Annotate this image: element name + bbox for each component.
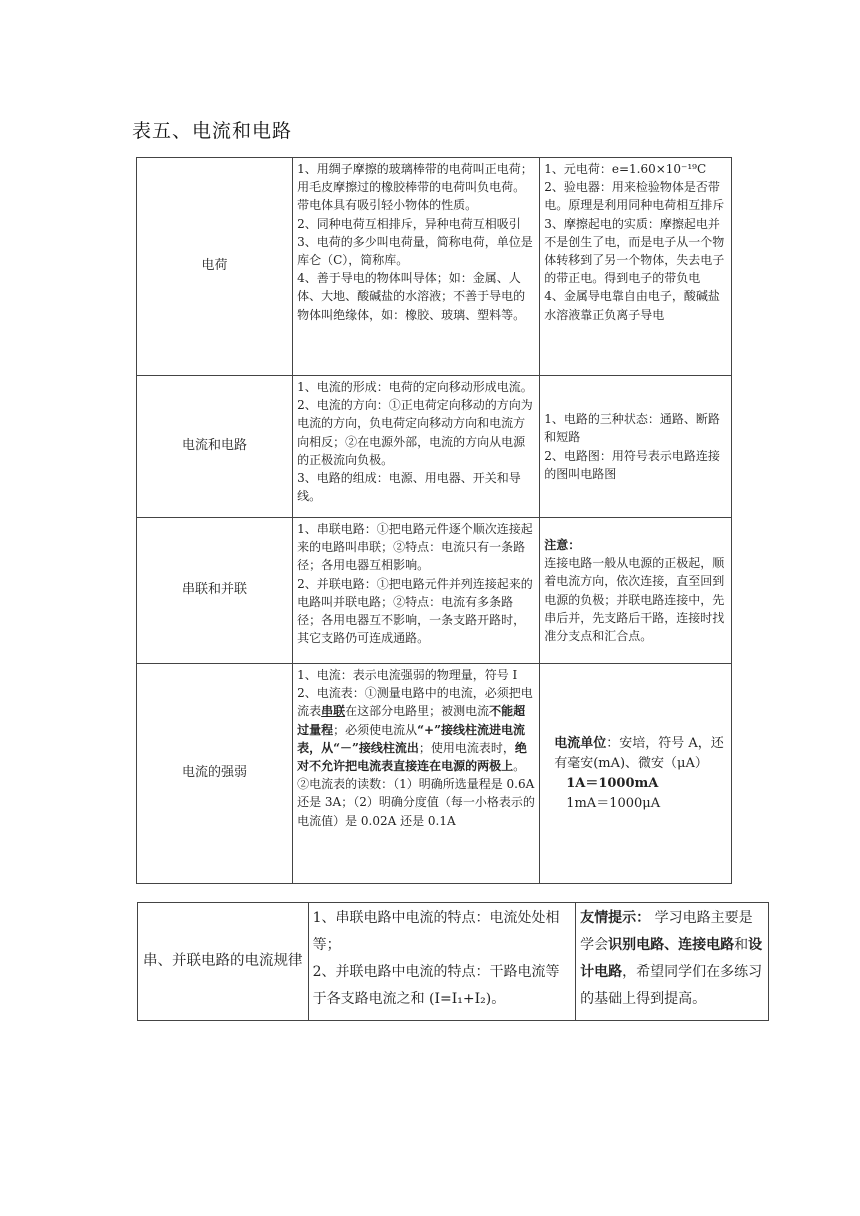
row-label-current-circuit: 电流和电路 [137,376,293,518]
text-line: 1、元电荷：e=1.60×10⁻¹⁹C [544,162,707,176]
cell-charge-notes [540,158,732,376]
row-label-current-rules: 串、并联电路的电流规律 [138,903,309,1021]
table-row [137,518,732,664]
text-line: 1、串联电路中电流的特点：电流处处相等； [312,910,560,953]
text-run: 在这部分电路里；被测电流 [345,704,490,719]
text-run: ；使用电流表时， [418,740,515,755]
emphasis-text: 识别电路、连接电路 [608,937,735,953]
cell-charge-content [293,158,540,376]
cell-friendly-tip [576,903,769,1021]
row-label-current-strength: 电流的强弱 [137,664,293,884]
unit-line [554,734,727,774]
text-run: ；必须使电流从 [333,722,418,737]
cell-current-strength-notes [540,664,732,884]
tip-heading: 友情提示： [580,910,651,926]
cell-current-rules-content [308,903,576,1021]
text-line: 2、并联电路中电流的特点：干路电流等于各支路电流之和 (I=I₁+I₂)。 [312,964,560,1007]
text-line: 1、电流：表示电流强弱的物理量，符号 I [297,668,518,682]
text-line: 2、电路图：用符号表示电路连接的图叫电路图 [544,448,720,481]
text-run: ，希望同学们在多练习的基础上得到提高。 [580,964,763,1007]
text-line: 2、验电器：用来检验物体是否带电。原理是利用同种电荷相互排斥 [544,180,725,213]
cell-current-circuit-content [293,376,540,518]
text-line: 2、同种电荷互相排斥，异种电荷互相吸引 [297,216,521,231]
text-line: 3、摩擦起电的实质：摩擦起电并不是创生了电，而是电子从一个物体转移到了另一个物体，失去电子的带正电。得到电子的带负电 [544,216,725,286]
emphasis-text: 不能超过量程 [297,704,526,737]
text-line: 4、善于导电的物体叫导体；如：金属、人体、大地、酸碱盐的水溶液；不善于导电的物体叫绝缘体，如：橡胶、玻璃、塑料等。 [297,271,526,322]
table-row [137,158,732,376]
table-row [137,376,732,518]
cell-current-strength-content [293,664,540,884]
emphasis-text: 串联 [321,704,346,719]
table-row [137,664,732,884]
text-line: 1、用绸子摩擦的玻璃棒带的电荷叫正电荷；用毛皮摩擦过的橡胶棒带的电荷叫负电荷。带电体具有吸引轻小物体的性质。 [297,162,533,213]
text-line: 2、并联电路：①把电路元件并列连接起来的电路叫并联电路；②特点：电流有多条路径；各用电器互不影响，一条支路开路时，其它支路仍可连成通路。 [297,576,533,646]
text-line: 1、电路的三种状态：通路、断路和短路 [544,412,720,445]
emphasis-text: “+”接线柱流进电流表，从“－”接线柱流出 [297,722,525,755]
text-run: 2、电流表：①测量电路中的电流，必须把电流表 [297,686,533,719]
note-heading: 注意： [544,537,581,552]
text-line: 1、电流的形成：电荷的定向移动形成电流。 [297,380,533,394]
text-run: 和 [734,937,749,953]
row-label-charge: 电荷 [137,158,293,376]
text-line: 4、金属导电靠自由电子，酸碱盐水溶液靠正负离子导电 [544,289,720,322]
unit-conversion: 1mA＝1000μA [566,795,661,811]
text-run: 。②电流表的读数：（1）明确所选量程是 0.6A 还是 3A；（2）明确分度值（每一小格表示的电流值）是 0.02A 还是 0.1A [297,759,535,828]
text-line: 3、电荷的多少叫电荷量，简称电荷，单位是库仑（C），简称库。 [297,234,533,268]
ammeter-text [297,684,535,830]
text-run: ：安培，符号 A，还有毫安(mA)、微安（μA） [554,735,724,771]
unit-conversion: 1A＝1000mA [566,775,659,791]
text-run: 学习电路主要是学会 [580,910,753,953]
row-label-series-parallel: 串联和并联 [137,518,293,664]
unit-label: 电流单位 [554,735,607,751]
emphasis-text: 设计电路 [580,937,763,980]
table-row [138,903,769,1021]
text-line: 1、串联电路：①把电路元件逐个顺次连接起来的电路叫串联；②特点：电流只有一条路径；各用电器互相影响。 [297,522,533,573]
text-line: 3、电路的组成：电源、用电器、开关和导线。 [297,471,521,504]
page-title: 表五、电流和电路 [132,120,293,142]
cell-series-parallel-content [293,518,540,664]
text-line: 2、电流的方向：①正电荷定向移动的方向为电流的方向，负电荷定向移动方向和电流方向相反；②在电源外部，电流的方向从电源的正极流向负极。 [297,398,533,467]
emphasis-text: 绝对不允许把电流表直接连在电源的两极上 [297,740,527,774]
table-current-and-circuit [136,157,732,884]
cell-current-circuit-notes [540,376,732,518]
cell-series-parallel-notes [540,518,732,664]
table-current-rules [137,902,769,1021]
text-line: 连接电路一般从电源的正极起，顺着电流方向，依次连接，直至回到电源的负极；并联电路连接中，先串后并，先支路后干路，连接时找准分支点和汇合点。 [544,556,725,643]
